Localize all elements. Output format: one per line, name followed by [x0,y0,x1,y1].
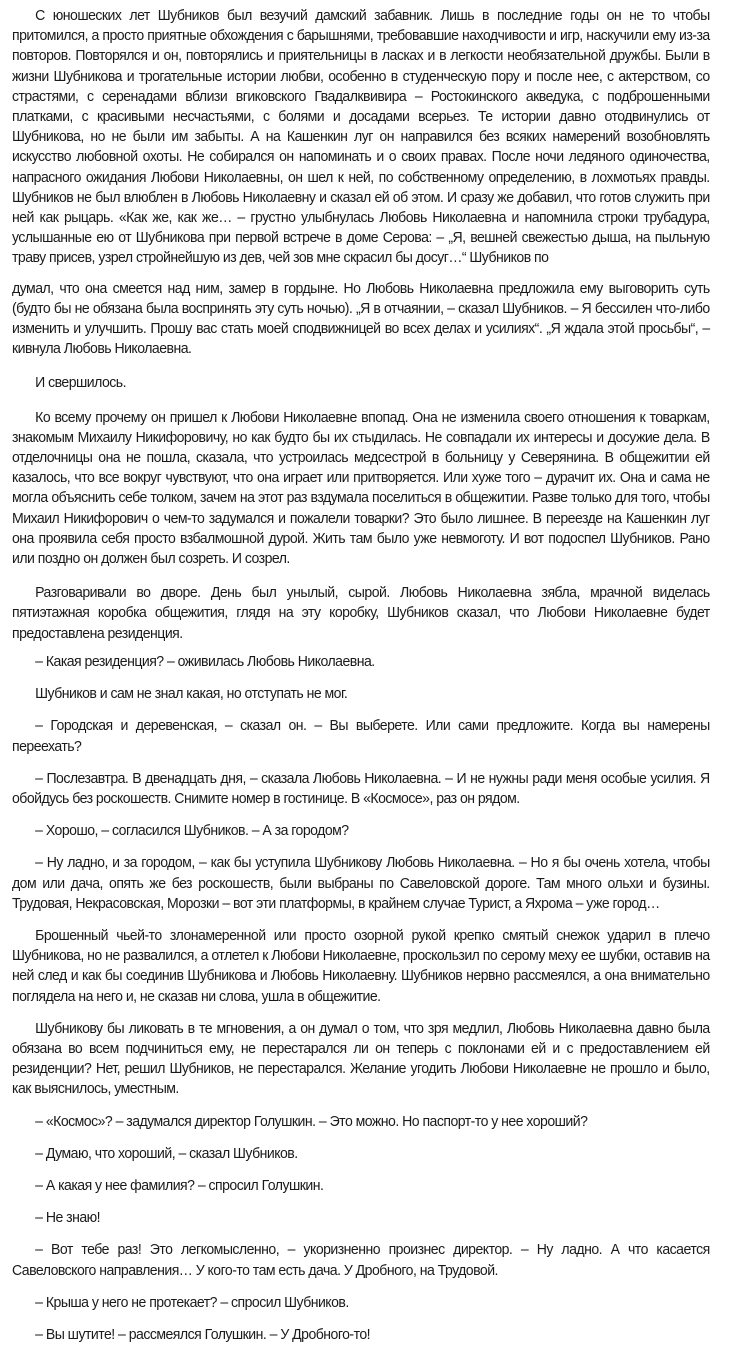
dialogue-line: – Не знаю! [35,1210,101,1227]
paragraph: Ко всему прочему он пришел к Любови Николаевне впопад. Она не изменила своего отношения к товаркам, знакомым Михаилу Никифоровичу, но как будто бы их стыдилась. Не совпадали их интересы и досужие дела. В отделочницы она не пошла, сказала, что устроилась медсестрой в больницу у Северянина. В общежитии ей казалось, что все вокруг чувствуют, что она играет или притворяется. Или хуже того – дурачит их. Она и сама не могла объяснить себе толком, зачем на этот раз вздумала поселиться в общежитии. Разве только для того, чтобы Михаил Никифорович о чем-то задумался и пожалели товарки? Это было лишнее. В переезде на Кашенкин луг она проявила себя просто взбалмошной дурой. Жить там было уже невмоготу. И вот подоспел Шубников. Рано или поздно он должен был созреть. И созрел. [12,409,710,568]
paragraph: Разговаривали во дворе. День был унылый, сырой. Любовь Николаевна зябла, мрачной виделась пятиэтажная коробка общежития, глядя на эту коробку, Шубников сказал, что Любови Николаевне будет предоставлена резиденция. [12,585,710,642]
dialogue-line: – Послезавтра. В двенадцать дня, – сказала Любовь Николаевна. – И не нужны ради меня особые усилия. Я обойдусь без роскошеств. Снимите номер в гостинице. В «Космосе», раз он рядом. [12,770,710,807]
paragraph: С юношеских лет Шубников был везучий дамский забавник. Лишь в последние годы он не то чтобы притомился, а просто приятные обхождения с барышнями, требовавшие находчивости и игр, наскучили ему из-за повторов. Повторялся и он, повторялись и приятельницы в ласках и в легкости необязательной дружбы. Были в жизни Шубникова и трогательные истории любви, особенно в студенческую пору и после нее, с актерством, со страстями, с серенадами вблизи вгиковского Гвадалквивира – Ростокинского акведука, с подброшенными платками, с красивыми несчастьями, с болями и досадами всерьез. Те истории давно отодвинулись от Шубникова, но не были им забыты. А на Кашенкин луг он направился без всяких намерений возобновлять искусство любовной охоты. Не собирался он напоминать и о своих правах. После ночи ледяного одиночества, напрасного ожидания Любови Николаевны, он шел к ней, по собственному определению, в лохмотьях правды. Шубников не был влюблен в Любовь Николаевну и сказал ей об этом. И сразу же добавил, что готов служить при ней как рыцарь. «Как же, как же… – грустно улыбнулась Любовь Николаевна и напомнила строки трубадура, услышанные ею от Шубникова при первой встрече в доме Серова: – „Я, вешней свежестью дыша, на пыльную траву присев, узрел стройнейшую из дев, чей зов мне скрасил бы досуг…“ Шубников по [12,8,710,267]
dialogue-line: – Городская и деревенская, – сказал он. – Вы выберете. Или сами предложите. Когда вы намерены переехать? [12,718,710,755]
paragraph: думал, что она смеется над ним, замер в гордыне. Но Любовь Николаевна предложила ему выговорить суть (будто бы не обязана была воспринять эту суть ночью). „Я в отчаянии, – сказал Шубников. – Я бессилен что-либо изменить и улучшить. Прошу вас стать моей сподвижницей во всех делах и усилиях“. „Я ждала этой просьбы“, – кивнула Любовь Николаевна. [12,280,710,358]
dialogue-line: – Хорошо, – согласился Шубников. – А за городом? [35,823,349,840]
dialogue-line: – Какая резиденция? – оживилась Любовь Николаевна. [35,653,375,670]
paragraph: Шубникову бы ликовать в те мгновения, а он думал о том, что зря медлил, Любовь Николаевна давно была обязана во всем подчиниться ему, не перестарался ли он теперь с поклонами ей и с предоставлением ей резиденции? Нет, решил Шубников, не перестарался. Желание угодить Любови Николаевне не прошло и было, как выяснилось, уместным. [12,1020,710,1098]
dialogue-line: – Думаю, что хороший, – сказал Шубников. [35,1145,298,1162]
paragraph: И свершилось. [35,375,126,392]
paragraph: Шубников и сам не знал какая, но отступать не мог. [35,686,348,703]
document-page [12,6,710,1353]
dialogue-line: – Вот тебе раз! Это легкомысленно, – укоризненно произнес директор. – Ну ладно. А что касается Савеловского направления… У кого-то там есть дача. У Дробного, на Трудовой. [12,1242,710,1279]
dialogue-line: – «Космос»? – задумался директор Голушкин. – Это можно. Но паспорт-то у нее хороший? [35,1113,588,1130]
dialogue-line: – Ну ладно, и за городом, – как бы уступила Шубникову Любовь Николаевна. – Но я бы очень хотела, чтобы дом или дача, опять же без роскошеств, были выбраны по Савеловской дороге. Там много ольхи и бузины. Трудовая, Некрасовская, Морозки – вот эти платформы, в крайнем случае Турист, а Яхрома – уже город… [12,855,710,912]
dialogue-line: – А какая у нее фамилия? – спросил Голушкин. [35,1177,324,1194]
dialogue-line: – Вы шутите! – рассмеялся Голушкин. – У Дробного-то! [35,1326,371,1343]
paragraph: Брошенный чьей-то злонамеренной или просто озорной рукой крепко смятый снежок ударил в плечо Шубникова, но не развалился, а отлетел к Любови Николаевне, проскользил по серому меху ее шубки, оставив на ней след и как бы соединив Шубникова и Любовь Николаевну. Шубников нервно рассмеялся, а она внимательно поглядела на него и, не сказав ни слова, ушла в общежитие. [12,927,710,1005]
dialogue-line: – Крыша у него не протекает? – спросил Шубников. [35,1294,349,1311]
